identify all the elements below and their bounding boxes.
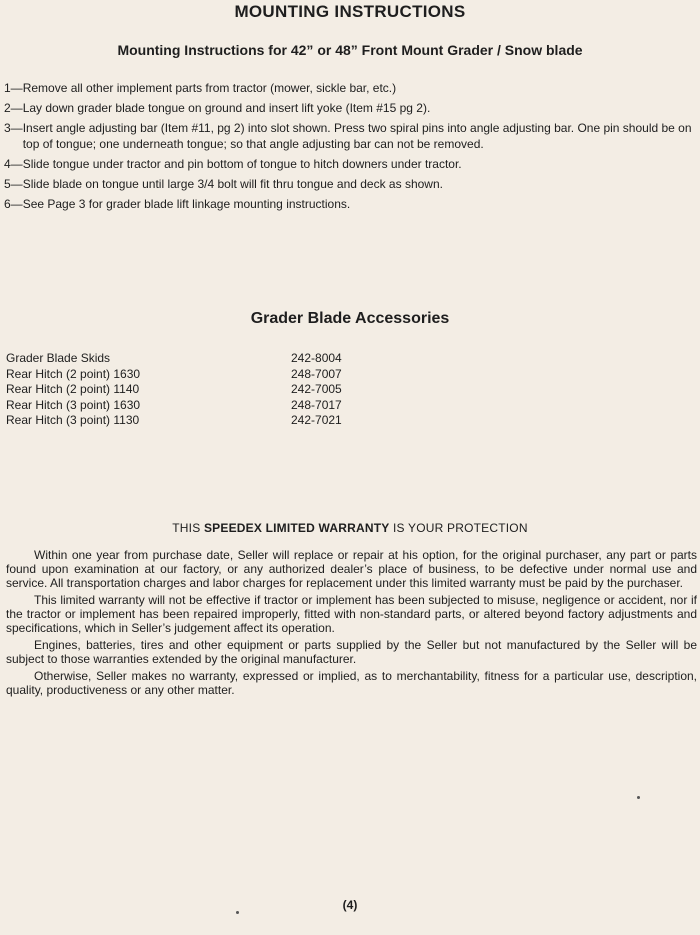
- list-item: [4, 100, 698, 116]
- warranty-heading-brand: SPEEDEX LIMITED WARRANTY: [203, 521, 390, 535]
- step-number: 6—: [4, 197, 23, 211]
- warranty-paragraph: This limited warranty will not be effective if tractor or implement has been subjected to misuse, negligence or accident, nor if the tractor or implement has been repaired improperly, fitted with non-standard parts, or altered beyond factory adjustments and specifications, which in Seller’s judgement affect its operation.: [6, 593, 697, 635]
- step-number: 3—: [4, 121, 23, 135]
- table-row: [6, 367, 411, 383]
- paper-speck: [236, 911, 239, 914]
- list-item: [4, 176, 698, 192]
- part-number: 242-7021: [291, 413, 342, 427]
- accessories-heading: Grader Blade Accessories: [250, 310, 450, 327]
- step-number: 2—: [4, 101, 23, 115]
- step-text: Slide blade on tongue until large 3/4 bolt will fit thru tongue and deck as shown.: [22, 177, 443, 191]
- warranty-body: [6, 548, 697, 700]
- table-row: [6, 351, 411, 367]
- step-number: 1—: [4, 81, 23, 95]
- table-row: [6, 382, 411, 398]
- accessory-name: Rear Hitch (2 point) 1630: [6, 366, 141, 381]
- table-row: [6, 398, 411, 414]
- warranty-paragraph: Engines, batteries, tires and other equipment or parts supplied by the Seller but not manufactured by the Seller will be subject to those warranties extended by the original manufacturer.: [6, 638, 697, 666]
- step-number: 5—: [4, 177, 23, 191]
- accessory-name: Rear Hitch (2 point) 1140: [6, 382, 140, 396]
- warranty-paragraph: Otherwise, Seller makes no warranty, expressed or implied, as to merchantability, fitness for a particular use, description, quality, productiveness or any other matter.: [6, 669, 697, 697]
- paper-speck: [637, 796, 640, 799]
- list-item: [4, 156, 698, 172]
- accessory-name: Grader Blade Skids: [6, 351, 111, 365]
- step-text: Lay down grader blade tongue on ground and insert lift yoke (Item #15 pg 2).: [22, 101, 431, 115]
- step-text: See Page 3 for grader blade lift linkage mounting instructions.: [22, 197, 351, 211]
- warranty-heading: [0, 521, 700, 535]
- page-number: (4): [342, 898, 358, 912]
- page-title: MOUNTING INSTRUCTIONS: [234, 2, 466, 21]
- warranty-paragraph: Within one year from purchase date, Seller will replace or repair at his option, for the original purchaser, any part or parts found upon examination at our factory, or any authorized dealer’s place of business, to be defective under normal use and service. All transportation charges and labor charges for replacement under this limited warranty must be paid by the purchaser.: [6, 548, 697, 590]
- warranty-heading-pre: THIS: [172, 521, 204, 535]
- list-item: [4, 120, 698, 152]
- part-number: 248-7007: [291, 366, 342, 381]
- step-text: Slide tongue under tractor and pin bottom of tongue to hitch downers under tractor.: [22, 157, 462, 171]
- accessories-table: [6, 351, 411, 429]
- accessory-name: Rear Hitch (3 point) 1630: [6, 397, 141, 412]
- part-number: 242-7005: [291, 382, 342, 396]
- step-text: Insert angle adjusting bar (Item #11, pg 2) into slot shown. Press two spiral pins into angle adjusting bar. One pin should be on top of tongue; one underneath tongue; so that angle adjusting bar can not be removed.: [22, 121, 692, 151]
- step-number: 4—: [4, 157, 23, 171]
- mounting-steps-list: [4, 80, 698, 216]
- accessory-name: Rear Hitch (3 point) 1130: [6, 413, 140, 427]
- table-row: [6, 413, 411, 429]
- list-item: [4, 196, 698, 212]
- page-subtitle: Mounting Instructions for 42” or 48” Front Mount Grader / Snow blade: [117, 42, 583, 58]
- warranty-heading-post: IS YOUR PROTECTION: [389, 521, 528, 535]
- part-number: 242-8004: [291, 351, 342, 365]
- step-text: Remove all other implement parts from tractor (mower, sickle bar, etc.): [22, 81, 397, 95]
- part-number: 248-7017: [291, 397, 342, 412]
- list-item: [4, 80, 698, 96]
